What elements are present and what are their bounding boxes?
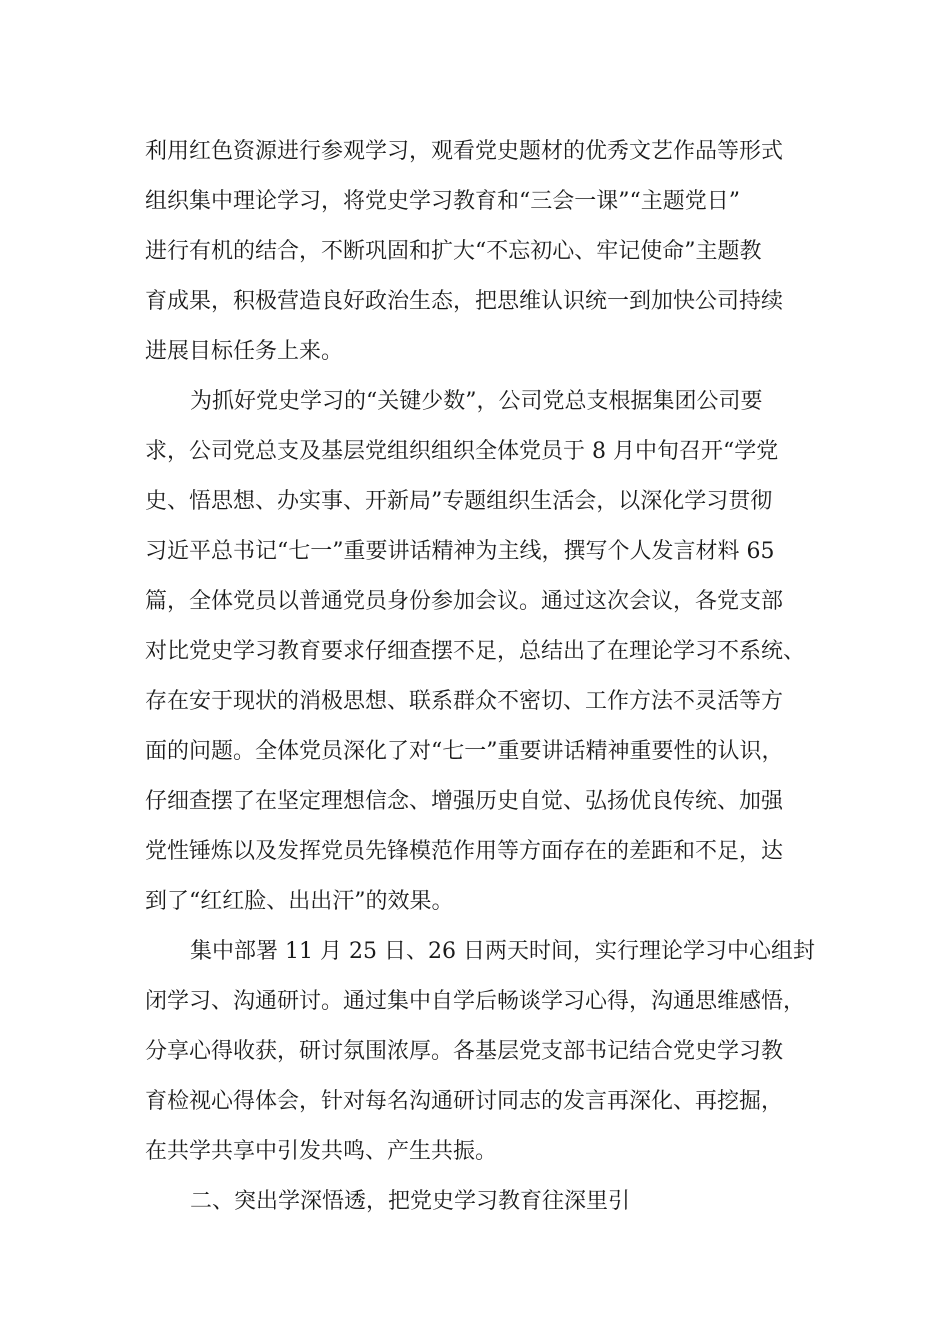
- text-line: 育检视心得体会，针对每名沟通研讨同志的发言再深化、再挖掘，: [145, 1089, 784, 1114]
- text-line: 进展目标任务上来。: [145, 339, 344, 364]
- text-line: 史、悟思想、办实事、开新局”专题组织生活会，以深化学习贯彻: [145, 489, 773, 514]
- paragraph-start-line: 集中部署 11 月 25 日、26 日两天时间，实行理论学习中心组封: [190, 939, 815, 964]
- text-line: 组织集中理论学习，将党史学习教育和“三会一课”“主题党日”: [145, 189, 740, 214]
- text-line: 仔细查摆了在坚定理想信念、增强历史自觉、弘扬优良传统、加强: [145, 789, 784, 814]
- section-heading: 二、突出学深悟透，把党史学习教育往深里引: [190, 1189, 631, 1214]
- text-line: 到了“红红脸、出出汗”的效果。: [145, 889, 454, 914]
- text-line: 对比党史学习教育要求仔细查摆不足，总结出了在理论学习不系统、: [145, 639, 806, 664]
- text-line: 求，公司党总支及基层党组织组织全体党员于 8 月中旬召开“学党: [145, 439, 779, 464]
- text-line: 闭学习、沟通研讨。通过集中自学后畅谈学习心得，沟通思维感悟，: [145, 989, 806, 1014]
- text-line: 存在安于现状的消极思想、联系群众不密切、工作方法不灵活等方: [145, 689, 784, 714]
- text-line: 利用红色资源进行参观学习，观看党史题材的优秀文艺作品等形式: [145, 139, 784, 164]
- paragraph-start-line: 为抓好党史学习的“关键少数”，公司党总支根据集团公司要: [190, 389, 763, 414]
- text-line: 在共学共享中引发共鸣、产生共振。: [145, 1139, 498, 1164]
- text-line: 进行有机的结合，不断巩固和扩大“不忘初心、牢记使命”主题教: [145, 239, 762, 264]
- text-line: 篇，全体党员以普通党员身份参加会议。通过这次会议，各党支部: [145, 589, 784, 614]
- text-line: 育成果，积极营造良好政治生态，把思维认识统一到加快公司持续: [145, 289, 784, 314]
- text-line: 面的问题。全体党员深化了对“七一”重要讲话精神重要性的认识，: [145, 739, 784, 764]
- text-line: 习近平总书记“七一”重要讲话精神为主线，撰写个人发言材料 65: [145, 539, 775, 564]
- text-line: 分享心得收获，研讨氛围浓厚。各基层党支部书记结合党史学习教: [145, 1039, 784, 1064]
- text-line: 党性锤炼以及发挥党员先锋模范作用等方面存在的差距和不足，达: [145, 839, 784, 864]
